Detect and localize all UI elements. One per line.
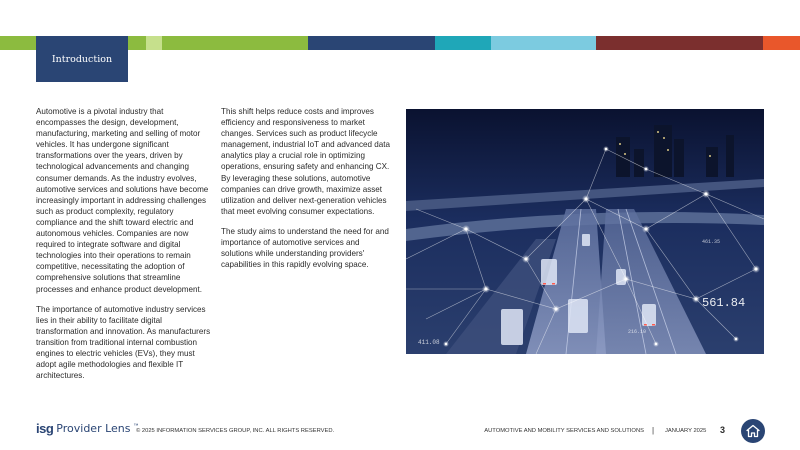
copyright-text: © 2025 INFORMATION SERVICES GROUP, INC. ALL RIGHTS RESERVED. <box>136 428 335 434</box>
paragraph: The study aims to understand the need for and importance of automotive services and solutions while understanding providers' capabilities in this rapidly evolving space. <box>221 226 389 270</box>
photo-small-label: 461.35 <box>702 239 721 245</box>
logo-provider-lens-text: Provider Lens <box>56 422 131 435</box>
section-tab-label: Introduction <box>51 53 113 65</box>
section-tab-introduction[interactable] <box>36 36 128 82</box>
stripe-segment <box>763 36 800 50</box>
report-title: AUTOMOTIVE AND MOBILITY SERVICES AND SOLUTIONS <box>484 428 644 434</box>
photo-small-label: 411.08 <box>418 339 440 346</box>
photo-overlay-number: 561.84 <box>702 296 746 310</box>
text-column-middle <box>221 106 393 279</box>
report-date: JANUARY 2025 <box>665 428 707 434</box>
paragraph: Automotive is a pivotal industry that encompasses the design, development, manufacturing, marketing and selling of motor vehicles. It has undergone significant transformations over the years, driven by technological advancements and changing consumer demands. As the industry evolves, automotive services and solutions have become increasingly important in addressing challenges such as product complexity, regulatory compliance and the shift toward electric and autonomous vehicles. Companies are now required to integrate software and digital technologies into their operations to remain competitive, necessitating the adoption of comprehensive solutions that streamline processes and enhance product development. <box>36 107 209 294</box>
stripe-segment <box>435 36 491 50</box>
logo-trademark: ™ <box>133 423 139 429</box>
logo-isg-mark: isg <box>36 421 54 436</box>
photo-small-label: 216.10 <box>628 329 647 335</box>
stripe-segment <box>596 36 763 50</box>
text-column-left <box>36 106 212 390</box>
stripe-segment <box>308 36 435 50</box>
home-icon <box>746 424 760 438</box>
paragraph: This shift helps reduce costs and improves efficiency and responsiveness to market changes. Services such as product lifecycle management, industrial IoT and advanced data analytics play a crucial role in optimizing operations, ensuring safety and enhancing CX. By leveraging these solutions, automotive companies can drive growth, maximize asset utilization and deliver next-generation vehicles that meet evolving consumer expectations. <box>221 107 391 216</box>
stripe-segment <box>491 36 596 50</box>
footer-separator: | <box>652 426 655 435</box>
page-number: 3 <box>720 425 726 435</box>
paragraph: The importance of automotive industry services lies in their ability to facilitate digital transformation and innovation. As manufacturers transition from traditional internal combustion engines to electric vehicles (EVs), they must adopt agile methodologies and flexible IT architectures. <box>36 304 211 381</box>
highway-network-photo <box>406 109 764 354</box>
isg-provider-lens-logo <box>36 421 139 436</box>
home-button[interactable] <box>741 419 765 443</box>
stripe-segment <box>146 36 162 50</box>
highway-illustration <box>406 109 764 354</box>
stripe-segment <box>162 36 308 50</box>
